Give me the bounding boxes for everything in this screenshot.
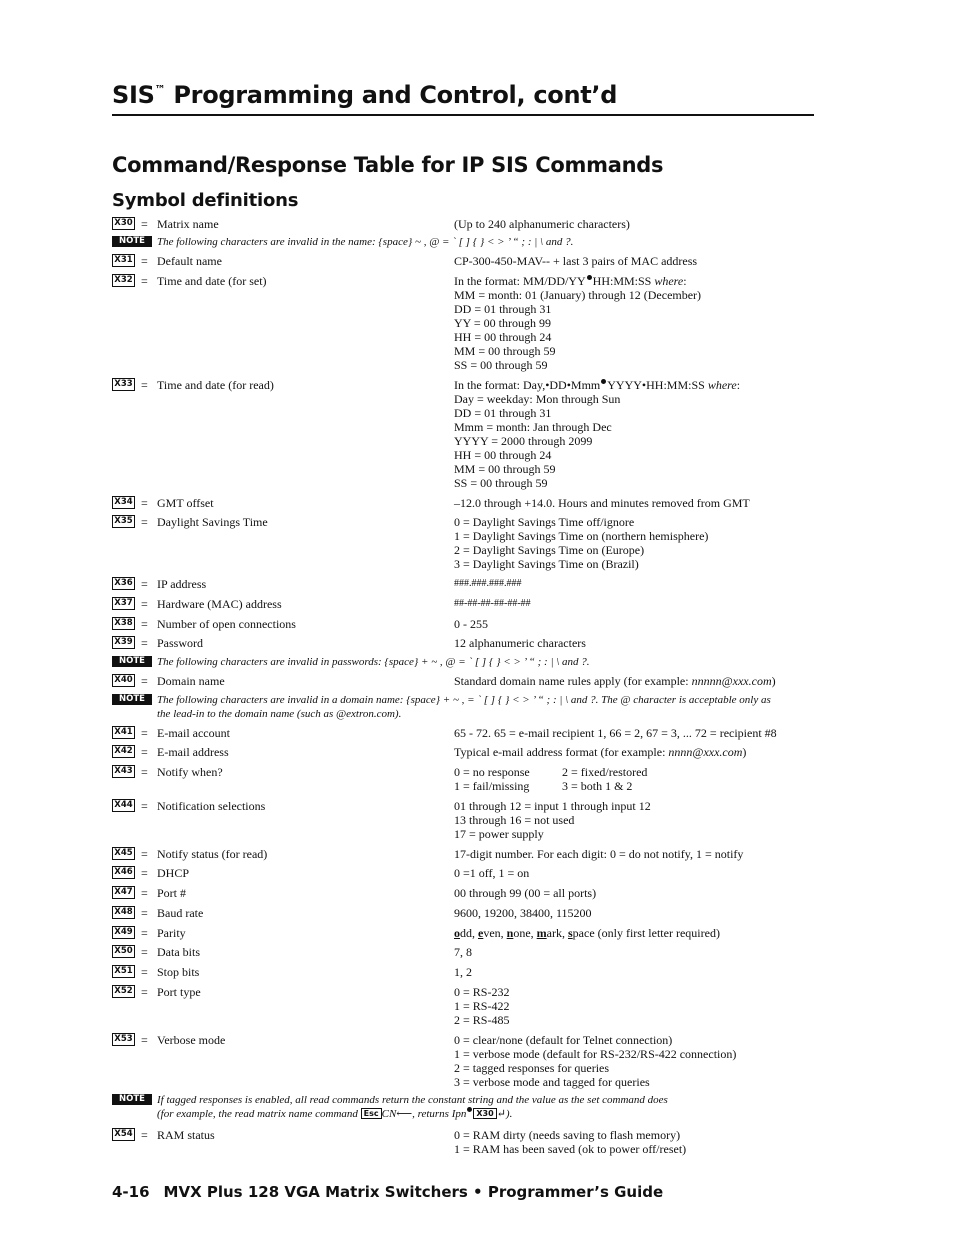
symbol-tag: X35 [112, 515, 135, 528]
symbol-name: Hardware (MAC) address [157, 597, 282, 611]
symbol-value: Standard domain name rules apply (for example: nnnnn@xxx.com) [454, 674, 776, 688]
symbol-tag: X43 [112, 765, 135, 778]
symbol-value: 7, 8 [454, 945, 472, 959]
symbol-name: Verbose mode [157, 1033, 226, 1047]
symbol-name: Parity [157, 926, 186, 940]
symbol-name: Notify status (for read) [157, 847, 268, 861]
symbol-tag: X46 [112, 866, 135, 879]
symbol-tag: X39 [112, 636, 135, 649]
symbol-value: 9600, 19200, 38400, 115200 [454, 906, 592, 920]
symbol-name: Notification selections [157, 799, 266, 813]
symbol-value: 0 = RAM dirty (needs saving to flash memory) 1 = RAM has been saved (ok to power off/reset) [454, 1128, 687, 1156]
symbol-tag: X53 [112, 1033, 135, 1046]
symbol-name: E-mail account [157, 726, 230, 740]
note-badge: NOTE [112, 694, 152, 705]
symbol-tag: X37 [112, 597, 135, 610]
symbol-value: –12.0 through +14.0. Hours and minutes removed from GMT [454, 496, 750, 510]
symbol-name: Baud rate [157, 906, 204, 920]
symbol-tag: X51 [112, 965, 135, 978]
section-title: Command/Response Table for IP SIS Commands [112, 153, 664, 177]
symbol-tag: X31 [112, 254, 135, 267]
symbol-name: E-mail address [157, 745, 229, 759]
symbol-value: ##-##-##-##-##-## [454, 598, 531, 609]
symbol-name: Daylight Savings Time [157, 515, 268, 529]
symbol-tag: X36 [112, 577, 135, 590]
note-badge: NOTE [112, 236, 152, 247]
note-badge: NOTE [112, 1094, 152, 1105]
bullet-icon [587, 275, 592, 280]
page-number: 4-16 [112, 1183, 150, 1201]
symbol-value: 17-digit number. For each digit: 0 = do not notify, 1 = notify [454, 847, 744, 861]
return-arrow-icon: ⟵ [396, 1108, 413, 1120]
note-badge: NOTE [112, 656, 152, 667]
symbol-name: Port # [157, 886, 187, 900]
symbol-name: Domain name [157, 674, 225, 688]
symbol-tag: X54 [112, 1128, 135, 1141]
symbol-name: RAM status [157, 1128, 215, 1142]
symbol-value: 0 =1 off, 1 = on [454, 866, 530, 880]
note-text: The following characters are invalid in a domain name: {space} + ~ , = ` [ ] { } < > ’ “ ; : | \ and ?. The @ character is acceptable only as the lead-in to the domain name (such as @extron.com). [157, 694, 771, 720]
symbol-tag: X30 [473, 1108, 496, 1119]
symbol-name: Port type [157, 985, 201, 999]
symbol-tag: X45 [112, 847, 135, 860]
symbol-value: Typical e-mail address format (for example: nnnn@xxx.com) [454, 745, 747, 759]
symbol-tag: X50 [112, 945, 135, 958]
symbol-value: odd, even, none, mark, space (only first letter required) [454, 926, 720, 940]
esc-key-icon: Esc [361, 1108, 382, 1119]
symbol-name: Default name [157, 254, 222, 268]
symbol-value: 0 = Daylight Savings Time off/ignore 1 = Daylight Savings Time on (northern hemisphere) 2 = Daylight Savings Time on (Europe) 3 = Daylight Savings Time on (Brazil) [454, 515, 709, 571]
symbol-name: Time and date (for read) [157, 378, 274, 392]
page-footer [112, 1183, 663, 1201]
symbol-tag: X44 [112, 799, 135, 812]
symbol-tag: X30 [112, 217, 135, 230]
bullet-icon [467, 1107, 472, 1112]
symbol-value: 0 - 255 [454, 617, 488, 631]
enter-arrow-icon: ↵ [496, 1108, 506, 1120]
symbol-name: Matrix name [157, 217, 219, 231]
symbol-name: GMT offset [157, 496, 214, 510]
symbol-tag: X49 [112, 926, 135, 939]
symbol-value: ###.###.###.### [454, 578, 522, 589]
symbol-name: Data bits [157, 945, 200, 959]
symbol-name: DHCP [157, 866, 190, 880]
symbol-value: 12 alphanumeric characters [454, 636, 586, 650]
symbol-value: 00 through 99 (00 = all ports) [454, 886, 597, 900]
symbol-tag: X38 [112, 617, 135, 630]
symbol-value: CP-300-450-MAV-- + last 3 pairs of MAC address [454, 254, 698, 268]
symbol-value: (Up to 240 alphanumeric characters) [454, 217, 630, 231]
symbol-name: Number of open connections [157, 617, 296, 631]
symbol-tag: X34 [112, 496, 135, 509]
symbol-tag: X48 [112, 906, 135, 919]
symbol-value: In the format: MM/DD/YY HH:MM:SS where: MM = month: 01 (January) through 12 (December) DD = 01 through 31 YY = 00 through 99 HH = 00 through 24 MM = 00 through 59 SS = 00 through 59 [454, 274, 702, 372]
symbol-value: 65 - 72. 65 = e-mail recipient 1, 66 = 2, 67 = 3, ... 72 = recipient #8 [454, 726, 777, 740]
symbol-name: IP address [157, 577, 207, 591]
symbol-value: 01 through 12 = input 1 through input 12 13 through 16 = not used 17 = power supply [454, 799, 651, 841]
symbol-tag: X32 [112, 274, 135, 287]
note-text: If tagged responses is enabled, all read commands return the constant string and the value as the set command does (for example, the read matrix name command Esc CN⟵, returns Ipn X30 ↵). [157, 1094, 668, 1120]
symbol-value: 0 = RS-232 1 = RS-422 2 = RS-485 [454, 985, 510, 1027]
header-rule [112, 114, 814, 116]
note-text: The following characters are invalid in the name: {space} ~ , @ = ` [ ] { } < > ’ “ ; : | \ and ?. [157, 236, 574, 248]
symbol-tag: X52 [112, 985, 135, 998]
page-header-title: SIS™ Programming and Control, cont’d [112, 81, 618, 109]
symbol-tag: X47 [112, 886, 135, 899]
symbol-value: In the format: Day,•DD•Mmm YYYY•HH:MM:SS where: Day = weekday: Mon through Sun DD = 01 through 31 Mmm = month: Jan through Dec YYYY = 2000 through 2099 HH = 00 through 24 MM = 00 through 59 SS = 00 through 59 [454, 378, 741, 490]
symbol-value: 0 = no response 2 = fixed/restored 1 = fail/missing 3 = both 1 & 2 [454, 765, 648, 793]
symbol-tag: X42 [112, 745, 135, 758]
symbol-value: 0 = clear/none (default for Telnet connection) 1 = verbose mode (default for RS-232/RS-422 connection) 2 = tagged responses for queries 3 = verbose mode and tagged for queries [454, 1033, 737, 1089]
symbol-value: 1, 2 [454, 965, 472, 979]
subsection-title: Symbol definitions [112, 190, 299, 211]
symbol-name: Password [157, 636, 204, 650]
bullet-icon [601, 379, 606, 384]
symbol-tag: X41 [112, 726, 135, 739]
note-text: The following characters are invalid in passwords: {space} + ~ , @ = ` [ ] { } < > ’ “ ; : | \ and ?. [157, 656, 590, 668]
symbol-tag: X33 [112, 378, 135, 391]
symbol-name: Time and date (for set) [157, 274, 267, 288]
symbol-name: Notify when? [157, 765, 223, 779]
footer-title: MVX Plus 128 VGA Matrix Switchers • Programmer’s Guide [163, 1183, 664, 1201]
symbol-tag: X40 [112, 674, 135, 687]
symbol-name: Stop bits [157, 965, 200, 979]
